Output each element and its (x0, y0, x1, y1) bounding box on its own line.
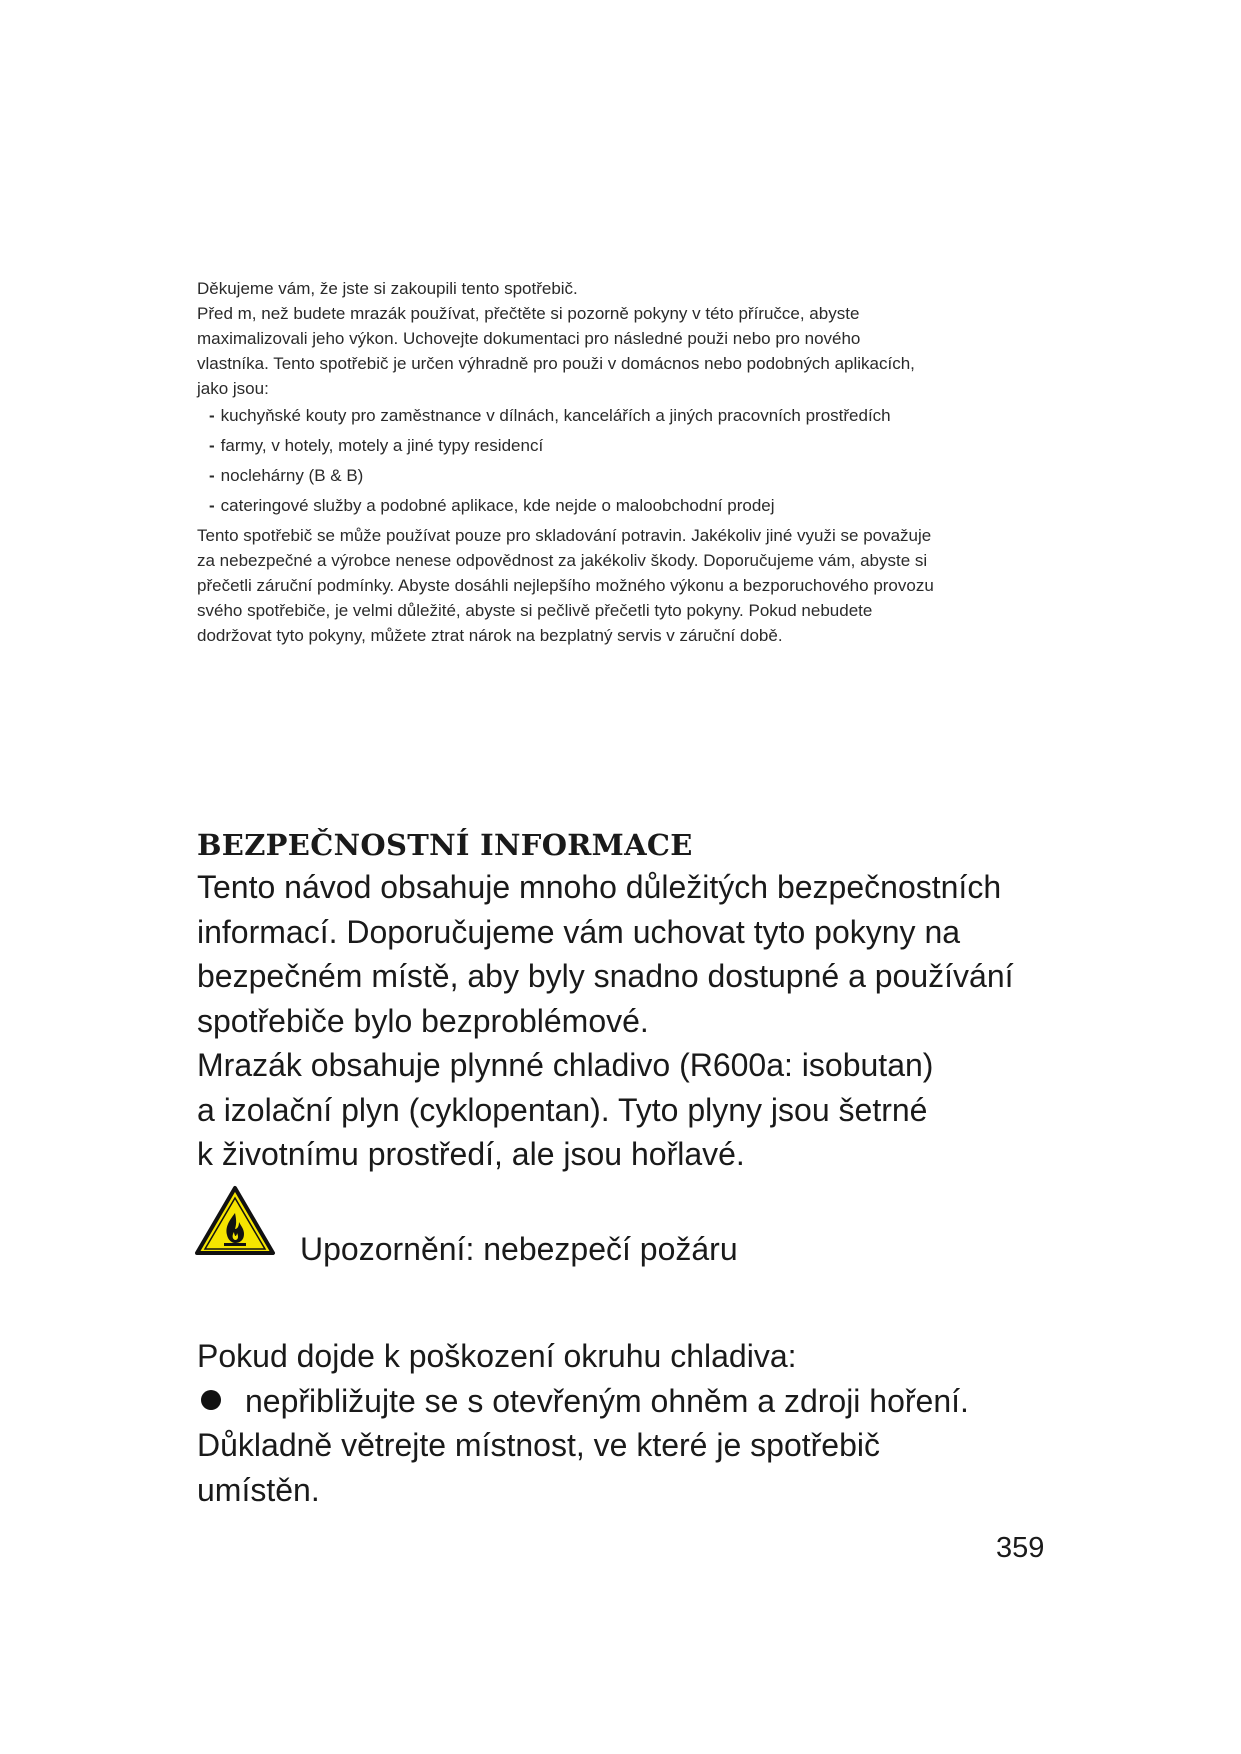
intro-closing (197, 523, 1047, 648)
fire-warning (194, 1185, 894, 1275)
damage-bullet-text: nepřibližujte se s otevřeným ohněm a zdroji hoření. (245, 1382, 969, 1419)
intro-line: jako jsou: (197, 379, 269, 398)
safety-line: k životnímu prostředí, ale jsou hořlavé. (197, 1136, 745, 1172)
closing-line: přečetli záruční podmínky. Abyste dosáhli nejlepšího možného výkonu a bezporuchového provozu (197, 576, 934, 595)
safety-heading: BEZPEČNOSTNÍ INFORMACE (197, 828, 693, 862)
usage-list (197, 403, 1047, 518)
closing-line: Tento spotřebič se může používat pouze pro skladování potravin. Jakékoliv jiné využi se považuje (197, 526, 932, 545)
list-item (197, 433, 1047, 458)
list-item (197, 403, 1047, 428)
closing-line: svého spotřebiče, je velmi důležité, abyste si pečlivě přečetli tyto pokyny. Pokud nebudete (197, 601, 873, 620)
list-dash: - (209, 436, 215, 455)
bullet-icon (201, 1390, 221, 1410)
list-item-text: farmy, v hotely, motely a jiné typy residencí (220, 436, 544, 455)
damage-line: Důkladně větrejte místnost, ve které je spotřebič (197, 1427, 880, 1463)
list-item-text: kuchyňské kouty pro zaměstnance v dílnách, kancelářích a jiných pracovních prostředích (220, 406, 891, 425)
list-dash: - (209, 406, 215, 425)
damage-bullet-item (197, 1379, 1097, 1424)
intro-line: vlastníka. Tento spotřebič je určen výhradně pro použi v domácnos nebo podobných aplikacích, (197, 354, 915, 373)
closing-line: dodržovat tyto pokyny, můžete ztrat nárok na bezplatný servis v záruční době. (197, 626, 783, 645)
fire-warning-label: Upozornění: nebezpečí požáru (300, 1231, 738, 1267)
safety-section (197, 825, 1097, 1177)
list-item (197, 493, 1047, 518)
safety-line: spotřebiče bylo bezproblémové. (197, 1002, 649, 1039)
list-item (197, 463, 1047, 488)
intro-line: Před m, než budete mrazák používat, přečtěte si pozorně pokyny v této příručce, abyste (197, 304, 860, 323)
flammable-warning-icon (194, 1185, 276, 1257)
safety-line: Mrazák obsahuje plynné chladivo (R600a: isobutan) (197, 1047, 934, 1083)
damage-line: umístěn. (197, 1471, 320, 1508)
safety-line: bezpečném místě, aby byly snadno dostupné a používání (197, 958, 1014, 994)
intro-section (197, 276, 1047, 648)
list-dash: - (209, 466, 215, 485)
intro-line: Děkujeme vám, že jste si zakoupili tento spotřebič. (197, 279, 578, 298)
list-dash: - (209, 496, 215, 515)
safety-text (197, 865, 1097, 1177)
safety-line: informací. Doporučujeme vám uchovat tyto pokyny na (197, 913, 961, 950)
intro-line: maximalizovali jeho výkon. Uchovejte dokumentaci pro následné použi nebo pro nového (197, 329, 861, 348)
list-item-text: cateringové služby a podobné aplikace, kde nejde o maloobchodní prodej (220, 496, 775, 515)
damage-intro: Pokud dojde k poškození okruhu chladiva: (197, 1338, 797, 1374)
refrigerant-damage-section (197, 1334, 1097, 1512)
list-item-text: noclehárny (B & B) (220, 466, 364, 485)
safety-line: a izolační plyn (cyklopentan). Tyto plyny jsou šetrné (197, 1091, 928, 1128)
safety-line: Tento návod obsahuje mnoho důležitých bezpečnostních (197, 869, 1002, 905)
closing-line: za nebezpečné a výrobce nenese odpovědnost za jakékoliv škody. Doporučujeme vám, abyste si (197, 551, 928, 570)
page-number: 359 (996, 1532, 1045, 1564)
